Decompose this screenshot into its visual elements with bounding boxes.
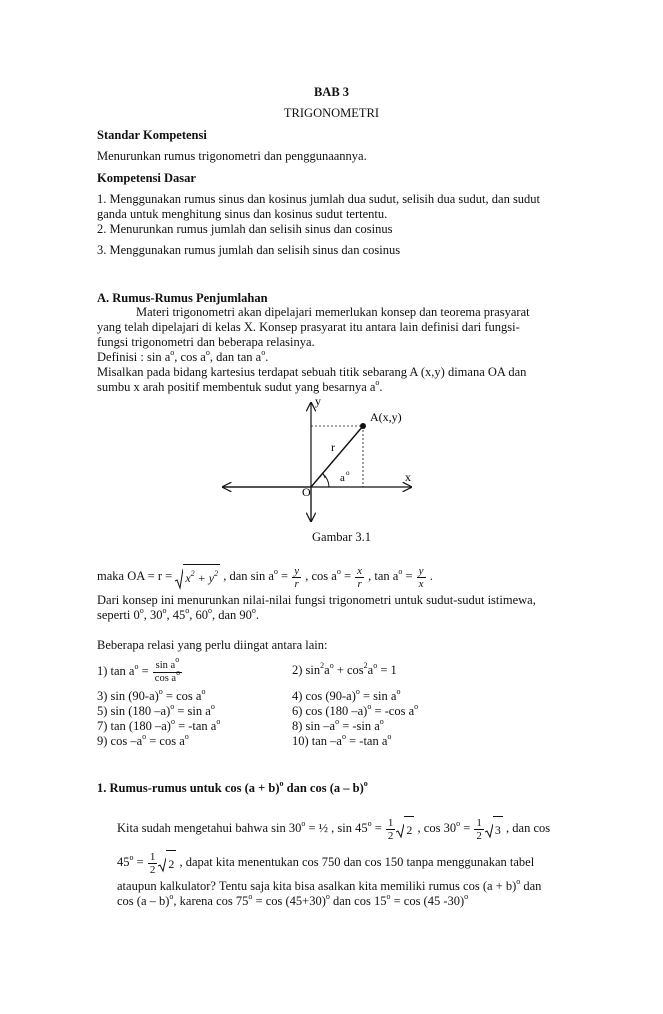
section-1-line-4: cos (a – b)$^o$, karena $\cos 75^o = \cos (45+30)^o$ dan $\cos 15^o = \cos (45$ -30)$^o$	[117, 891, 469, 908]
relasi-3: 3) $\sin (90-a)^o = \cos a^o$	[97, 686, 206, 703]
dasar-item-3: 3. Menggunakan rumus jumlah dan selisih sinus dan cosinus	[97, 243, 401, 257]
section-1-line-1: Kita sudah mengetahui bahwa $\sin 30^o$ = ½ , $\sin 45^o$ = $\frac{1}{2}$ 2 , $\cos 30^o$ = $\frac{1}{2}$ 3 , dan cos	[117, 816, 551, 842]
misal-line-2: sumbu x arah positif membentuk sudut yang besarnya $a^o$.	[97, 377, 383, 394]
angle-label: a	[340, 472, 345, 484]
section-a-heading: A. Rumus-Rumus Penjumlahan	[97, 291, 268, 305]
section-1-line-3: ataupun kalkulator? Tentu saja kita bisa asalkan kita memiliki rumus $\cos (a + b)^o$ dan	[117, 876, 542, 893]
frac-y-r: $\frac{y}{r}$	[294, 564, 300, 590]
dari-line-2: seperti 0$^o$, 30$^o$, 45$^o$, 60$^o$, dan 90$^o$.	[97, 605, 260, 622]
relasi-5: 5) sin (180 $-a)^o = \sin a^o$	[97, 701, 215, 718]
figure-caption: Gambar 3.1	[312, 530, 372, 544]
misal-line-1: Misalkan pada bidang kartesius terdapat sebuah titik sebarang A (x,y) dimana OA dan	[97, 365, 527, 379]
dasar-item-1: 1. Menggunakan rumus sinus dan kosinus jumlah dua sudut, selisih dua sudut, dan sudut ganda untuk menghitung sinus dan kosinus sudut tertentu.	[97, 192, 541, 221]
relasi-6: 6) cos (180 –a)$^o$ = -cos $a^o$	[292, 701, 419, 718]
relasi-heading: Beberapa relasi yang perlu diingat antara lain:	[97, 638, 328, 652]
frac-x-r: $\frac{x}{r}$	[357, 564, 363, 590]
chapter-number: BAB 3	[313, 85, 350, 99]
radius-line	[311, 426, 363, 487]
relasi-4: 4) $\cos (90-a)^o = \sin a^o$	[292, 686, 401, 703]
relasi-7: 7) tan (180 –a)$^o$ = -tan $a^o$	[97, 716, 221, 733]
origin-label: O	[302, 485, 311, 499]
section-a-paragraph: Materi trigonometri akan dipelajari memerlukan konsep dan teorema prasyarat yang telah dipelajari di kelas X. Konsep prasyarat itu antara lain definisi dari fungsi-fungsi trigonometri dan beberapa relasinya.	[97, 305, 530, 349]
dari-line-1: Dari konsep ini menurunkan nilai-nilai fungsi trigonometri untuk sudut-sudut istimewa,	[97, 593, 536, 607]
standar-heading: Standar Kompetensi	[97, 128, 207, 142]
sqrt-x2-y2: $x^2 + y^2$	[175, 564, 220, 591]
relasi-8: 8) $\sin -a^o = -\sin$ $a^o$	[292, 716, 384, 733]
maka-line: maka OA = $r = x^2 + y^2$ , dan $\sin a^o$ = $\frac{y}{r}$ , $\cos a^o$ = $\frac{x}{r}$ , $\tan a^o$ = $\frac{y}{x}$ .	[97, 564, 433, 590]
definition-line: Definisi : $\sin a^o$, $\cos a^o$, dan $\tan a^o$.	[97, 347, 269, 364]
dasar-heading: Kompetensi Dasar	[97, 171, 196, 185]
relasi-1: 1) $\tan a^o$ = $\frac{\sin a^o}{\cos a^o}$	[97, 655, 181, 684]
r-label: r	[331, 440, 335, 454]
relasi-10: 10) $\tan -a^o = -\tan$ $a^o$	[292, 731, 392, 748]
x-axis-label: x	[405, 470, 411, 484]
standar-text: Menurunkan rumus trigonometri dan penggunaannya.	[97, 149, 367, 163]
point-a	[360, 423, 366, 429]
dasar-item-2: 2. Menurunkan rumus jumlah dan selisih sinus dan cosinus	[97, 222, 393, 236]
frac-y-x: $\frac{y}{x}$	[418, 564, 424, 590]
section-1-heading: 1. Rumus-rumus untuk $\cos (a + b)^o$ dan cos (a – b)$^o$	[97, 778, 368, 795]
cartesian-figure	[215, 393, 420, 528]
point-a-label: A(x,y)	[370, 410, 402, 424]
relasi-9: 9) $\cos -a^o = \cos a^o$	[97, 731, 189, 748]
chapter-title: TRIGONOMETRI	[283, 106, 380, 120]
angle-degree: o	[346, 469, 350, 477]
section-1-line-2: $45^o$ = $\frac{1}{2}$ 2 , dapat kita menentukan cos 750 dan cos 150 tanpa menggunakan tabel	[117, 850, 535, 876]
y-axis-label: y	[315, 394, 321, 408]
relasi-2: 2) $\sin^2a^o + \cos^2a^o = 1$	[292, 660, 397, 677]
